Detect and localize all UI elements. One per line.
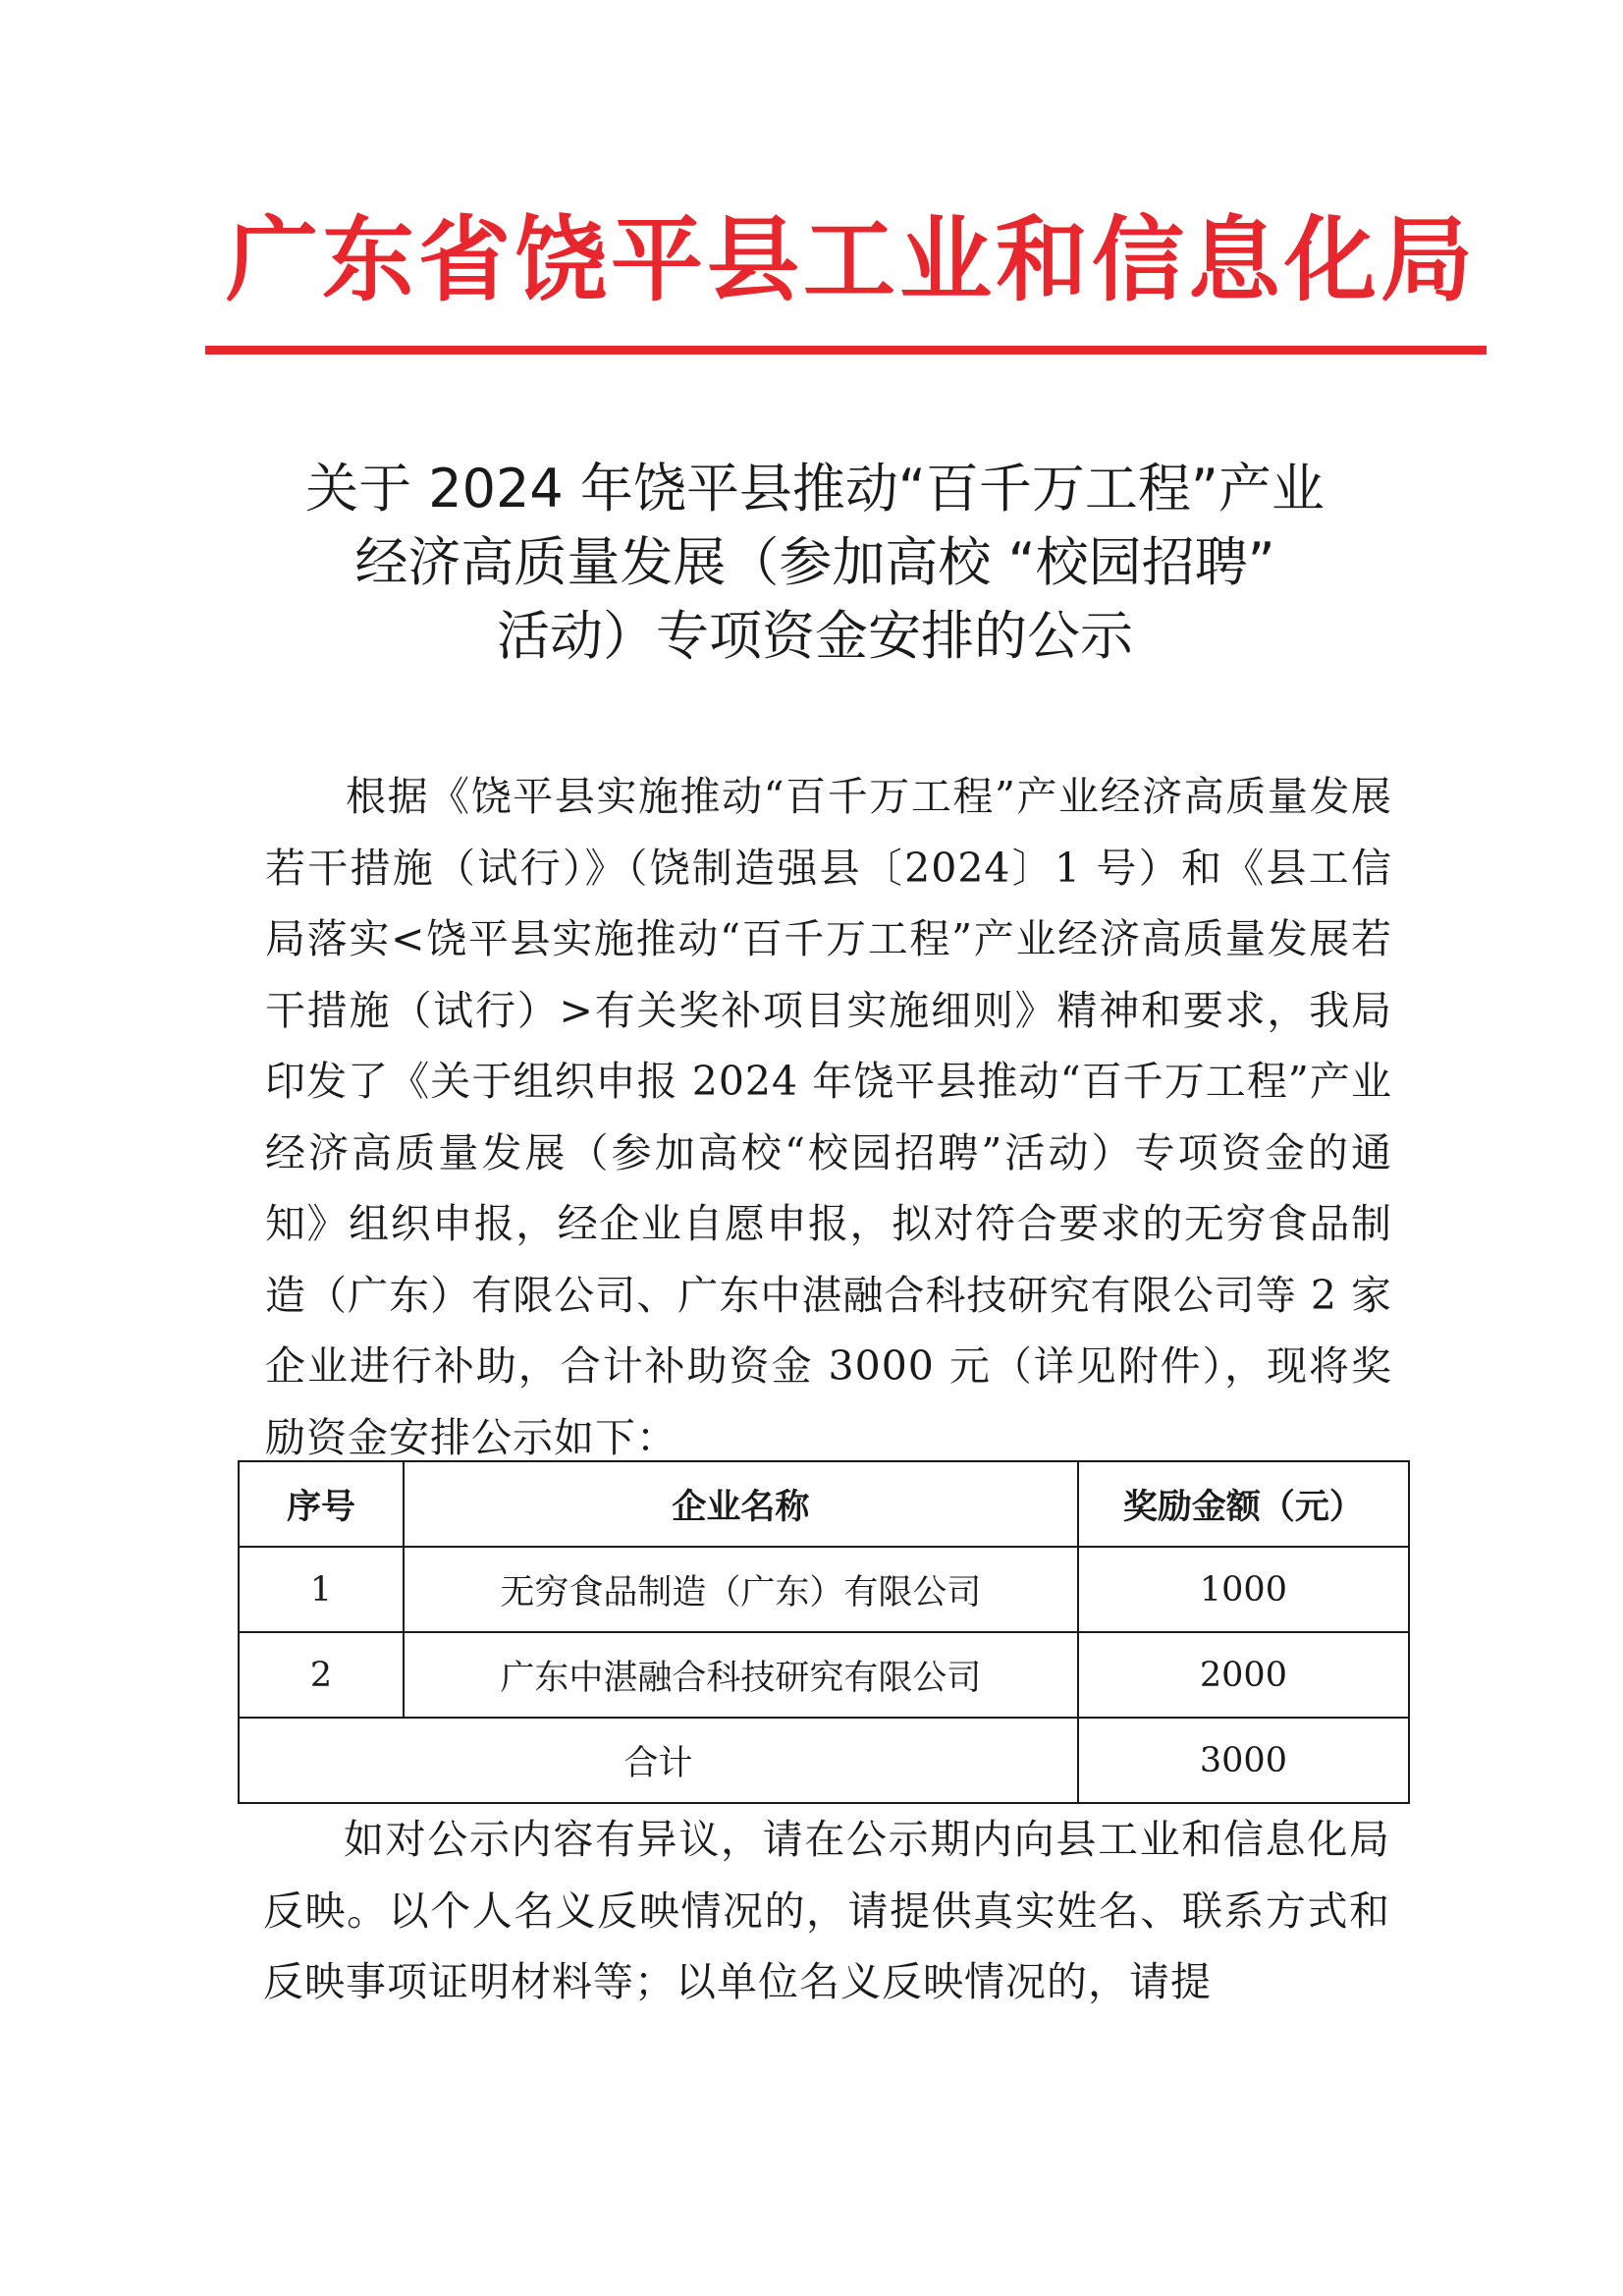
header-red-rule	[205, 346, 1487, 355]
table-total-row	[239, 1718, 1409, 1803]
title-line-1: 关于 2024 年饶平县推动“百千万工程”产业	[305, 458, 1325, 519]
agency-header: 广东省饶平县工业和信息化局	[226, 206, 1478, 314]
table-row	[239, 1547, 1409, 1632]
header-company: 企业名称	[404, 1461, 1078, 1547]
award-table	[238, 1460, 1410, 1804]
row-company: 无穷食品制造（广东）有限公司	[404, 1547, 1078, 1632]
total-amount: 3000	[1078, 1718, 1409, 1803]
table-row	[239, 1632, 1409, 1718]
document-title	[216, 452, 1414, 673]
total-label: 合计	[239, 1718, 1078, 1803]
body-paragraph: 根据《饶平县实施推动“百千万工程”产业经济高质量发展若干措施（试行）》（饶制造强县〔2024〕1 号）和《县工信局落实<饶平县实施推动“百千万工程”产业经济高质量发展若干措施（试行）>有关奖补项目实施细则》精神和要求，我局印发了《关于组织申报 2024 年饶平县推动“百千万工程”产业经济高质量发展（参加高校“校园招聘”活动）专项资金的通知》组织申报，经企业自愿申报，拟对符合要求的无穷食品制造（广东）有限公司、广东中湛融合科技研究有限公司等 2 家企业进行补助，合计补助资金 3000 元（详见附件），现将奖励资金安排公示如下：	[265, 773, 1392, 1461]
row-serial: 1	[239, 1547, 404, 1632]
row-amount: 1000	[1078, 1547, 1409, 1632]
table-header-row	[239, 1461, 1409, 1547]
closing-paragraph: 如对公示内容有异议，请在公示期内向县工业和信息化局反映。以个人名义反映情况的，请提供真实姓名、联系方式和反映事项证明材料等；以单位名义反映情况的，请提	[263, 1816, 1390, 2005]
row-company: 广东中湛融合科技研究有限公司	[404, 1632, 1078, 1718]
row-serial: 2	[239, 1632, 404, 1718]
title-line-2: 经济高质量发展（参加高校 “校园招聘”	[354, 531, 1275, 593]
header-serial: 序号	[239, 1461, 404, 1547]
header-amount: 奖励金额（元）	[1078, 1461, 1409, 1547]
row-amount: 2000	[1078, 1632, 1409, 1718]
title-line-3: 活动）专项资金安排的公示	[497, 605, 1133, 667]
